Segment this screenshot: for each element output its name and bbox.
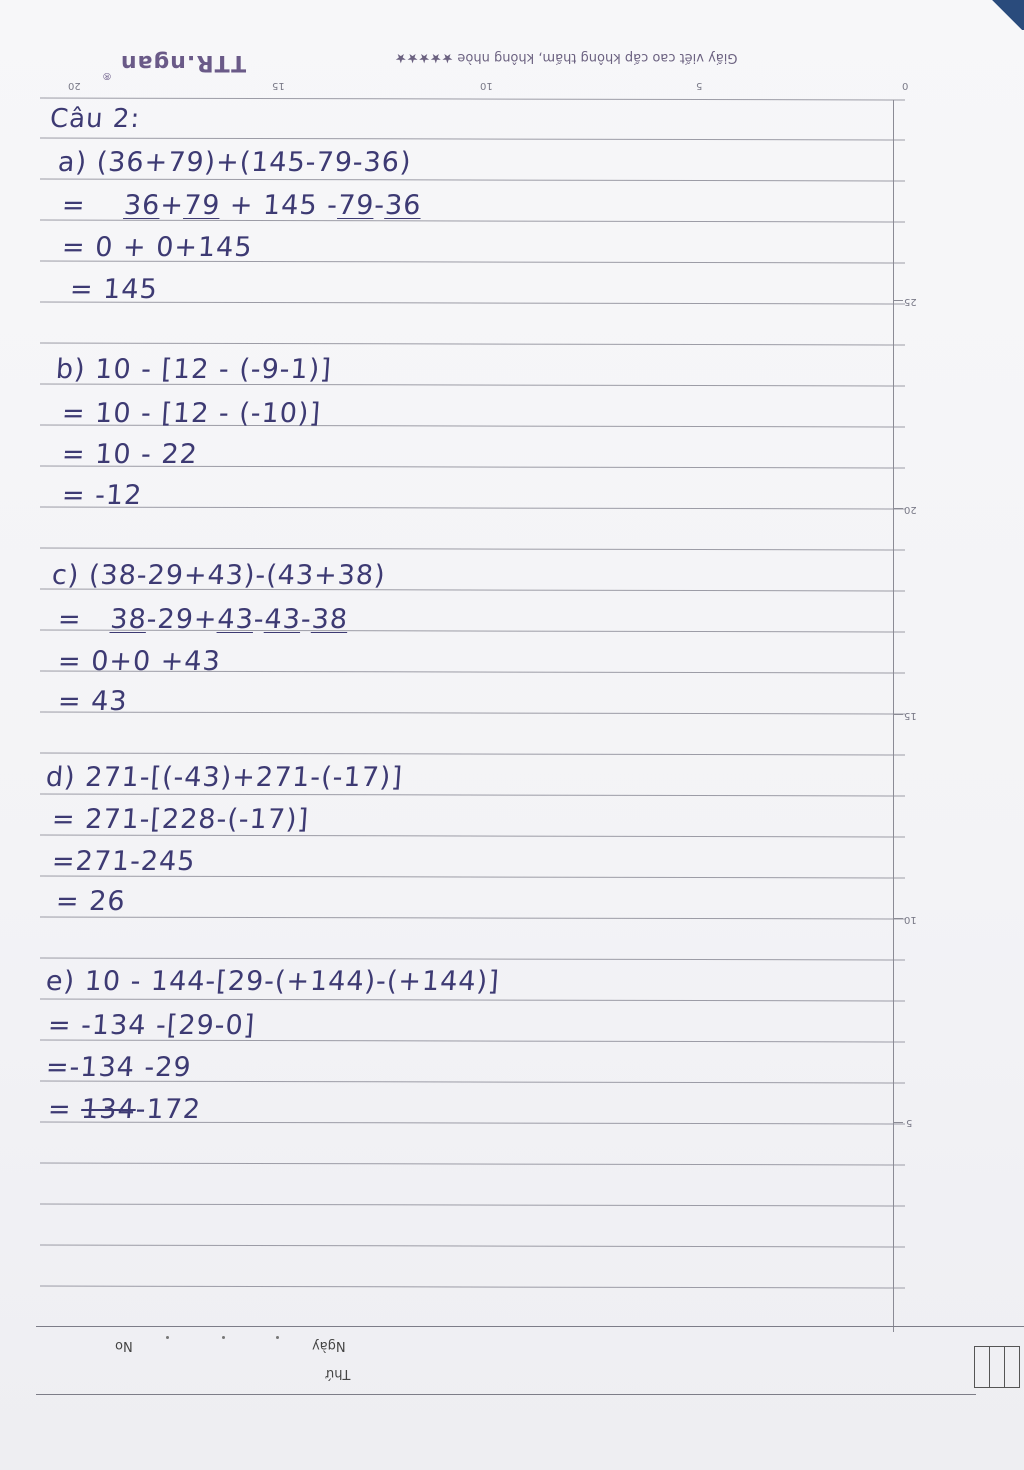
dot bbox=[222, 1336, 225, 1339]
ruler-top-20: 20 bbox=[68, 80, 81, 91]
part-b-line-4: = -12 bbox=[60, 480, 144, 511]
brand-logo: TTR.ngan bbox=[120, 50, 247, 75]
part-d-line-4: = 26 bbox=[54, 886, 127, 917]
equals: = bbox=[60, 190, 97, 221]
part-a-line-2 bbox=[61, 190, 423, 221]
ruler-right-15: 15 bbox=[904, 710, 917, 721]
right-tick bbox=[893, 508, 903, 509]
term: 79 bbox=[182, 190, 222, 221]
part-a-line-3: = 0 + 0+145 bbox=[60, 232, 254, 263]
term: 38 bbox=[109, 604, 148, 635]
ruler-top-15: 15 bbox=[272, 80, 285, 91]
part-a-line-1: a) (36+79)+(145-79-36) bbox=[56, 147, 413, 178]
part-d-line-2: = 271-[228-(-17)] bbox=[50, 804, 311, 835]
equals: = bbox=[46, 1094, 83, 1125]
dot bbox=[166, 1336, 169, 1339]
term: 43 bbox=[216, 604, 255, 635]
part-a-line-4: = 145 bbox=[68, 274, 159, 305]
op: + bbox=[159, 190, 186, 221]
right-tick bbox=[893, 300, 903, 301]
part-c-line-2 bbox=[57, 604, 349, 635]
term: 36 bbox=[122, 190, 162, 221]
ruler-right-25: 25 bbox=[904, 296, 917, 307]
dot bbox=[276, 1336, 279, 1339]
ruler-right-5: 5 bbox=[906, 1117, 913, 1128]
op: + 145 - bbox=[219, 190, 340, 221]
op: - bbox=[373, 190, 387, 221]
part-c-line-1: c) (38-29+43)-(43+38) bbox=[50, 560, 387, 591]
registered-mark: ® bbox=[102, 70, 112, 81]
term: 36 bbox=[383, 190, 423, 221]
term: 43 bbox=[263, 604, 303, 635]
right-tick bbox=[893, 714, 903, 715]
result: -172 bbox=[134, 1094, 203, 1125]
op: -29+ bbox=[145, 604, 219, 635]
term: 79 bbox=[336, 190, 376, 221]
part-d-line-3: =271-245 bbox=[50, 846, 197, 877]
ruler-top-0: 0 bbox=[902, 80, 909, 91]
part-e-line-3: =-134 -29 bbox=[44, 1052, 193, 1083]
question-title: Câu 2: bbox=[48, 104, 142, 134]
equals: = bbox=[56, 604, 93, 635]
part-e-line-2: = -134 -[29-0] bbox=[46, 1010, 257, 1041]
part-c-line-4: = 43 bbox=[56, 686, 129, 717]
struck-term: 134 bbox=[80, 1094, 137, 1125]
term: 38 bbox=[310, 604, 350, 635]
footer-bottom-line bbox=[36, 1394, 976, 1395]
part-c-line-3: = 0+0 +43 bbox=[56, 646, 222, 677]
op: - bbox=[252, 604, 266, 635]
header-slogan: Giấy viết cao cấp không thấm, không nhòe ★★★★★ bbox=[395, 50, 738, 65]
footer-number-label: No bbox=[115, 1338, 133, 1353]
footer-box bbox=[974, 1346, 1020, 1388]
part-b-line-2: = 10 - [12 - (-10)] bbox=[60, 398, 323, 429]
part-b-line-3: = 10 - 22 bbox=[60, 439, 199, 470]
part-d-line-1: d) 271-[(-43)+271-(-17)] bbox=[44, 762, 404, 793]
footer-date-label: Ngày bbox=[312, 1338, 346, 1353]
footer-day-label: Thứ bbox=[326, 1366, 351, 1381]
right-tick bbox=[893, 918, 903, 919]
op: - bbox=[299, 604, 313, 635]
margin-line bbox=[893, 100, 894, 1332]
ruler-right-20: 20 bbox=[904, 504, 917, 515]
ruler-top-10: 10 bbox=[480, 80, 493, 91]
part-b-line-1: b) 10 - [12 - (-9-1)] bbox=[54, 354, 333, 385]
part-e-line-1: e) 10 - 144-[29-(+144)-(+144)] bbox=[44, 966, 501, 997]
right-tick bbox=[893, 1122, 903, 1123]
part-e-line-4 bbox=[47, 1094, 202, 1125]
ruler-right-10: 10 bbox=[904, 914, 917, 925]
footer-top-line bbox=[36, 1326, 1024, 1327]
ruler-top-5: 5 bbox=[696, 80, 703, 91]
